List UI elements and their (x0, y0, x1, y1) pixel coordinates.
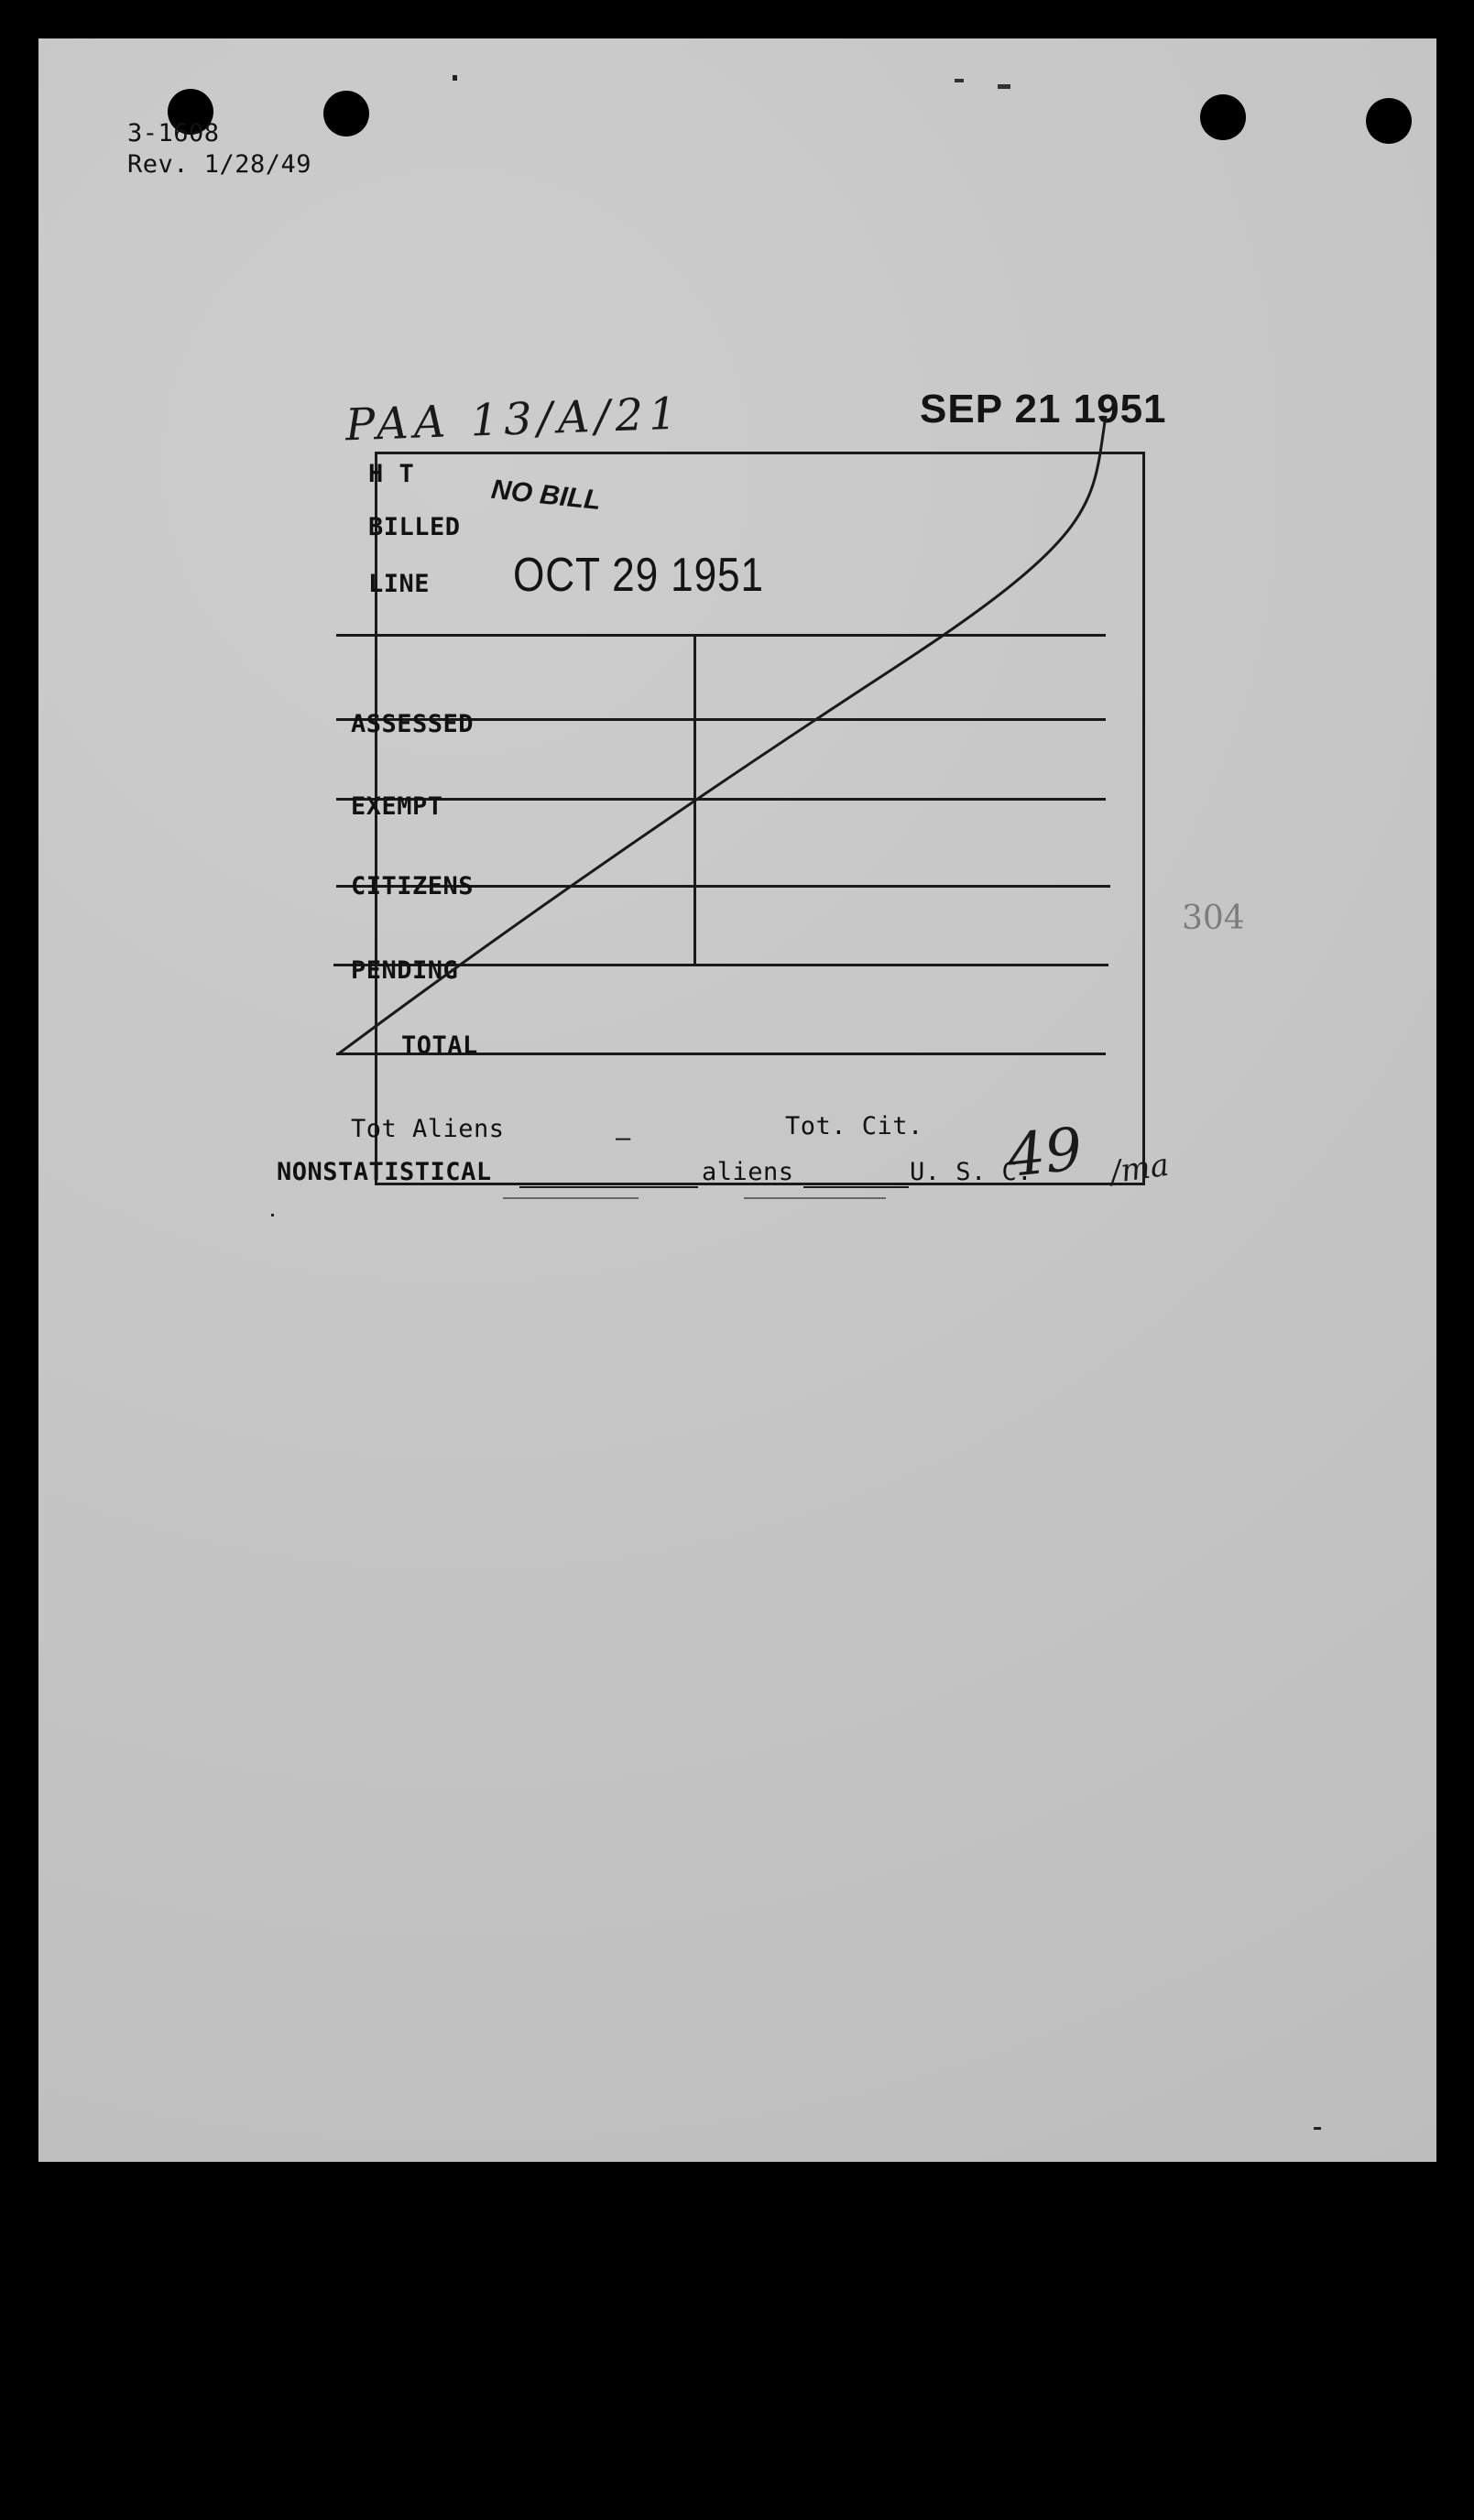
row-label-total: TOTAL (401, 1031, 478, 1060)
usc-label: U. S. C. (910, 1158, 1033, 1186)
punch-hole-left-2 (323, 91, 369, 136)
divider-exempt (336, 798, 1106, 801)
dust-speck (453, 75, 457, 81)
label-billed: BILLED (368, 513, 461, 541)
label-line: LINE (368, 570, 431, 598)
no-bill-stamp: NO BILL (489, 474, 603, 517)
column-divider (693, 634, 696, 964)
punch-hole-right-1 (1200, 94, 1246, 140)
row-label-assessed: ASSESSED (351, 710, 475, 738)
form-revision: Rev. 1/28/49 (127, 150, 312, 179)
blank-underline-shadow-1 (503, 1197, 639, 1199)
document-sheet (38, 38, 1436, 2162)
blank-underline-shadow-2 (744, 1197, 886, 1199)
nonstatistical-blank (519, 1186, 698, 1188)
handwritten-initials: /ma (1108, 1146, 1172, 1192)
tot-aliens-value: — (616, 1124, 631, 1152)
dust-speck (955, 79, 964, 82)
punch-hole-right-2 (1366, 98, 1412, 144)
date-stamp-line: OCT 29 1951 (513, 549, 764, 602)
aliens-blank (803, 1186, 909, 1188)
label-ht: H T (368, 460, 415, 488)
page-number: 304 (1182, 900, 1245, 937)
handwritten-reference: PAA 13/A/21 (344, 387, 683, 452)
dust-speck (271, 1214, 274, 1216)
date-stamp-received: SEP 21 1951 (920, 387, 1167, 431)
row-label-pending: PENDING (351, 956, 459, 985)
form-number: 3-1608 (127, 119, 220, 147)
divider-header (336, 634, 1106, 637)
row-label-exempt: EXEMPT (351, 792, 443, 821)
tot-aliens-label: Tot Aliens (351, 1115, 505, 1143)
tot-cit-label: Tot. Cit. (785, 1112, 923, 1140)
row-label-citizens: CITIZENS (351, 872, 475, 900)
handwritten-count: 49 (1004, 1115, 1086, 1192)
nonstatistical-label: NONSTATISTICAL (277, 1158, 492, 1186)
aliens-label: aliens (702, 1158, 794, 1186)
dust-speck (998, 84, 1010, 89)
dust-speck (1314, 2127, 1321, 2130)
